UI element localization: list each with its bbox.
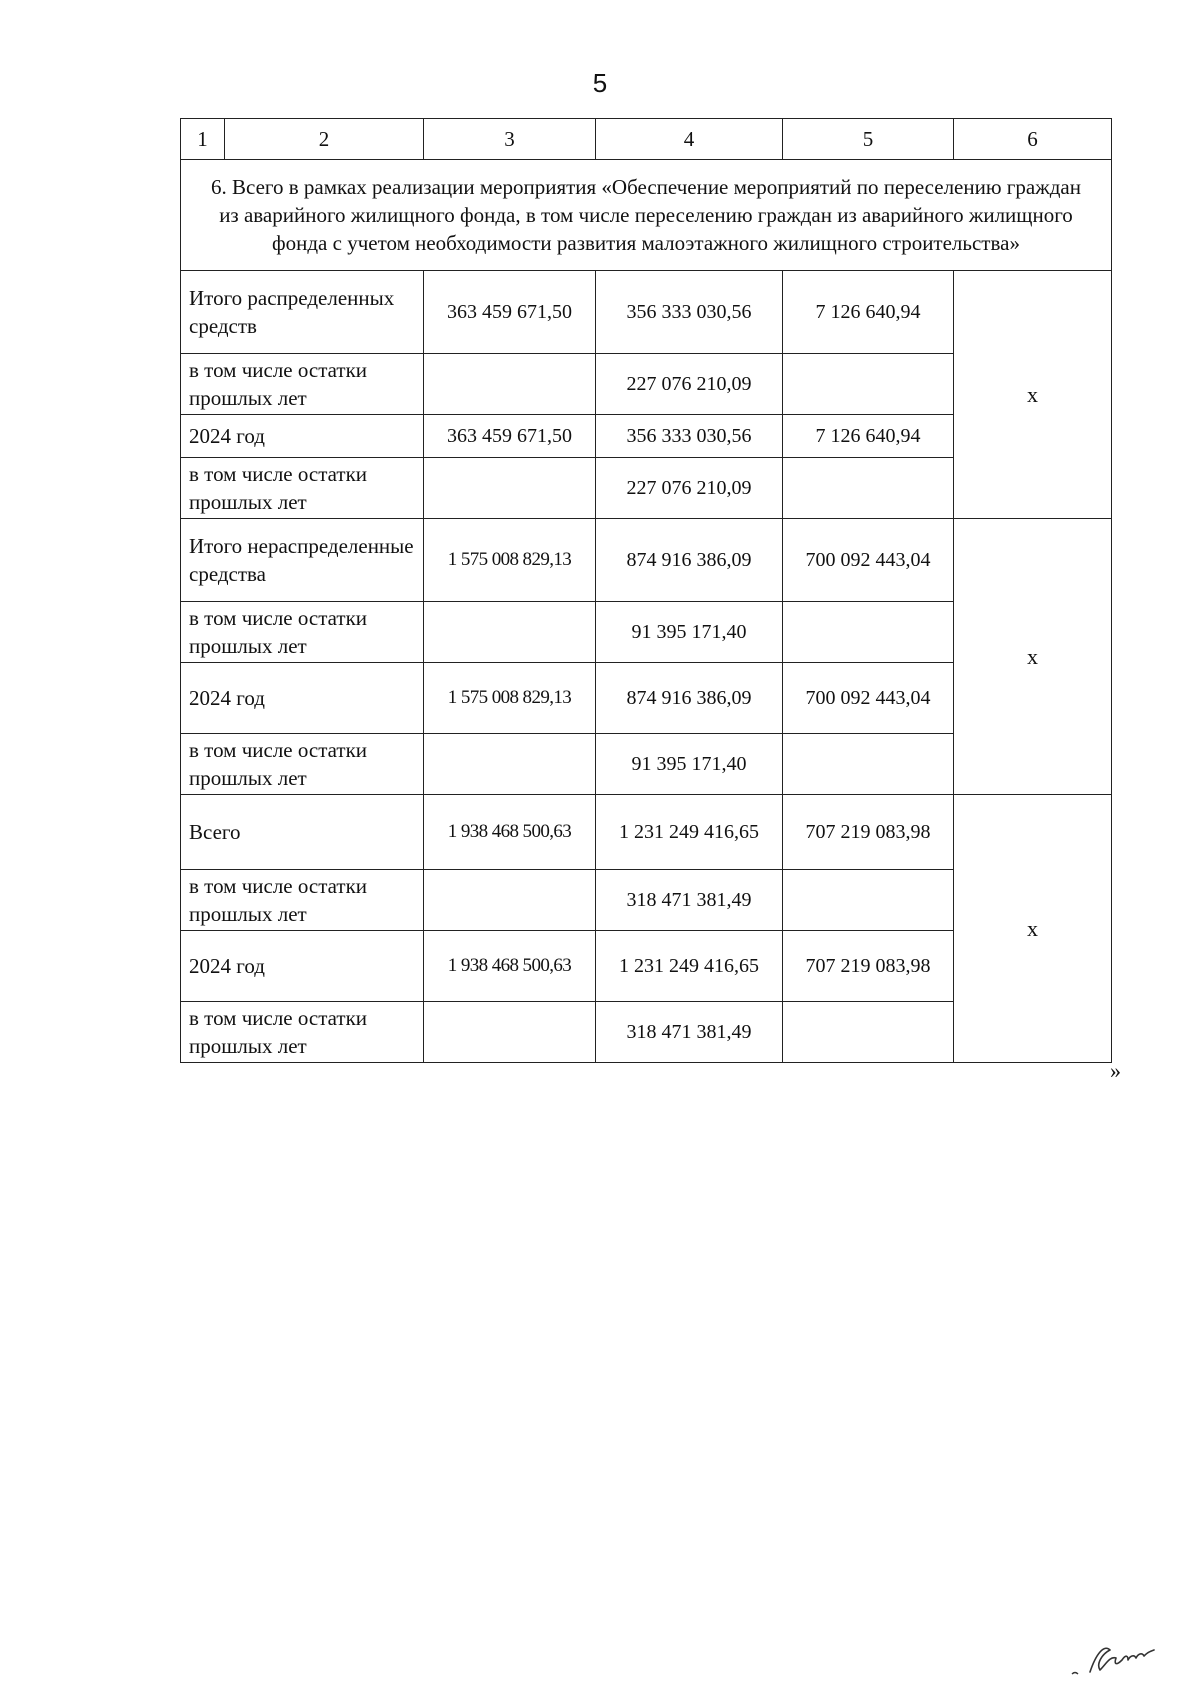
section-title: 6. Всего в рамках реализации мероприятия «Обеспечение мероприятий по переселению граждан из аварийного жилищного фонда, в том числе переселению граждан из аварийного жилищного фонда с учетом необходимости развития малоэтажного жилищного строительства» [181, 160, 1112, 271]
group-mark: x [954, 271, 1112, 519]
row-label: Итого распределенных средств [181, 271, 424, 354]
column-number-row [181, 119, 1112, 160]
cell-col4: 1 231 249 416,65 [596, 795, 783, 870]
section-title-row [181, 160, 1112, 271]
cell-col4: 874 916 386,09 [596, 519, 783, 602]
cell-col4: 318 471 381,49 [596, 870, 783, 931]
cell-col5 [783, 458, 954, 519]
cell-col5: 7 126 640,94 [783, 415, 954, 458]
cell-col5 [783, 602, 954, 663]
signature-icon [1068, 1640, 1178, 1680]
cell-col5: 700 092 443,04 [783, 663, 954, 734]
column-number: 4 [596, 119, 783, 160]
group-mark: x [954, 795, 1112, 1063]
row-label: 2024 год [181, 931, 424, 1002]
row-label: Итого нераспределенные средства [181, 519, 424, 602]
cell-col5: 7 126 640,94 [783, 271, 954, 354]
row-label: 2024 год [181, 663, 424, 734]
row-label: 2024 год [181, 415, 424, 458]
row-label: в том числе остатки прошлых лет [181, 870, 424, 931]
cell-col3 [424, 602, 596, 663]
column-number: 6 [954, 119, 1112, 160]
cell-col5: 707 219 083,98 [783, 931, 954, 1002]
cell-col5 [783, 354, 954, 415]
cell-col4: 356 333 030,56 [596, 415, 783, 458]
cell-col3 [424, 870, 596, 931]
table-row [181, 795, 1112, 870]
cell-col3: 1 575 008 829,13 [424, 663, 596, 734]
cell-col5 [783, 1002, 954, 1063]
table-row [181, 271, 1112, 354]
column-number: 3 [424, 119, 596, 160]
row-label: в том числе остатки прошлых лет [181, 458, 424, 519]
row-label: в том числе остатки прошлых лет [181, 354, 424, 415]
page-number: 5 [592, 68, 608, 98]
financing-table [180, 118, 1112, 1063]
cell-col3 [424, 354, 596, 415]
cell-col3: 363 459 671,50 [424, 415, 596, 458]
cell-col5 [783, 870, 954, 931]
table-row [181, 519, 1112, 602]
group-mark: x [954, 519, 1112, 795]
cell-col3 [424, 458, 596, 519]
cell-col4: 874 916 386,09 [596, 663, 783, 734]
cell-col4: 91 395 171,40 [596, 734, 783, 795]
cell-col4: 227 076 210,09 [596, 458, 783, 519]
cell-col4: 91 395 171,40 [596, 602, 783, 663]
column-number: 2 [225, 119, 424, 160]
column-number: 5 [783, 119, 954, 160]
cell-col5: 700 092 443,04 [783, 519, 954, 602]
cell-col4: 318 471 381,49 [596, 1002, 783, 1063]
cell-col4: 227 076 210,09 [596, 354, 783, 415]
cell-col3: 1 938 468 500,63 [424, 795, 596, 870]
row-label: в том числе остатки прошлых лет [181, 602, 424, 663]
row-label: в том числе остатки прошлых лет [181, 734, 424, 795]
cell-col4: 356 333 030,56 [596, 271, 783, 354]
row-label: Всего [181, 795, 424, 870]
cell-col5: 707 219 083,98 [783, 795, 954, 870]
cell-col3 [424, 1002, 596, 1063]
closing-quote: » [1110, 1058, 1121, 1083]
cell-col5 [783, 734, 954, 795]
column-number: 1 [181, 119, 225, 160]
cell-col3: 363 459 671,50 [424, 271, 596, 354]
cell-col3: 1 575 008 829,13 [424, 519, 596, 602]
cell-col3 [424, 734, 596, 795]
cell-col3: 1 938 468 500,63 [424, 931, 596, 1002]
row-label: в том числе остатки прошлых лет [181, 1002, 424, 1063]
cell-col4: 1 231 249 416,65 [596, 931, 783, 1002]
